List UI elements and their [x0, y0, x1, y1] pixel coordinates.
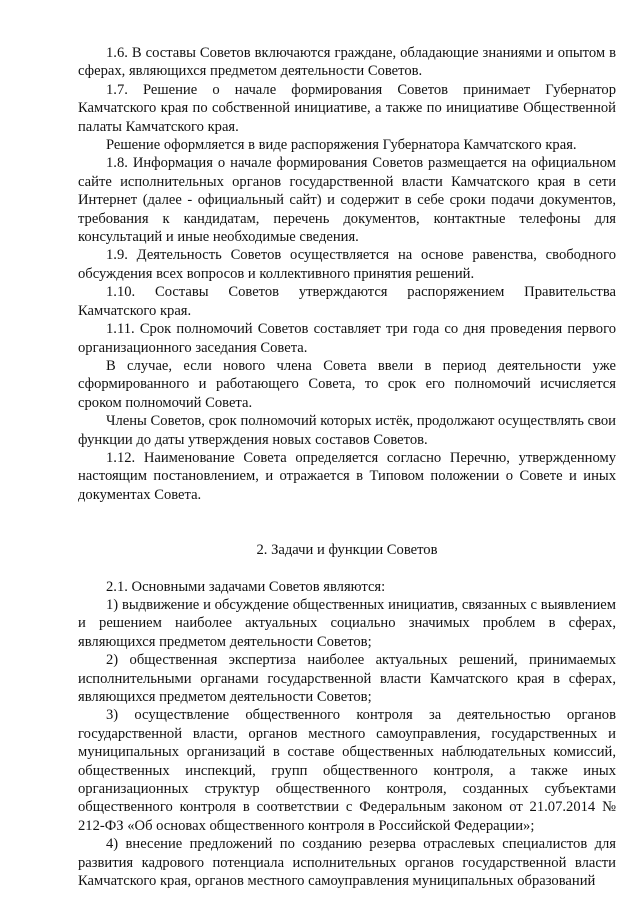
- paragraph-1-8: 1.8. Информация о начале формирования Советов размещается на официальном сайте исполнительных органов государственной власти Камчатского края в сети Интернет (далее - официальный сайт) и содержит в себе сроки подачи документов, требования к кандидатам, перечень документов, контактные телефоны для консультаций и иные необходимые сведения.: [78, 155, 616, 246]
- list-item-4: 4) внесение предложений по созданию резерва отраслевых специалистов для развития кадрового потенциала исполнительных органов государственной власти Камчатского края, органов местного самоуправления муниципальных образований: [78, 836, 616, 890]
- paragraph-1-12: 1.12. Наименование Совета определяется согласно Перечню, утвержденному настоящим постановлением, и отражается в Типовом положении о Совете и иных документах Совета.: [78, 449, 616, 503]
- paragraph-1-11-expired-term: Члены Советов, срок полномочий которых истёк, продолжают осуществлять свои функции до даты утверждения новых составов Советов.: [78, 413, 616, 448]
- list-item-1: 1) выдвижение и обсуждение общественных инициатив, связанных с выявлением и решением наиболее актуальных социально значимых проблем в сферах, являющихся предметом деятельности Советов;: [78, 596, 616, 650]
- paragraph-1-7: 1.7. Решение о начале формирования Советов принимает Губернатор Камчатского края по собственной инициативе, а также по инициативе Общественной палаты Камчатского края.: [78, 81, 616, 135]
- paragraph-1-10: 1.10. Составы Советов утверждаются распоряжением Правительства Камчатского края.: [78, 284, 616, 319]
- list-item-2: 2) общественная экспертиза наиболее актуальных решений, принимаемых исполнительными органами государственной власти Камчатского края в сферах, являющихся предметом деятельности Советов;: [78, 652, 616, 705]
- paragraph-1-11-new-member: В случае, если нового члена Совета ввели в период деятельности уже сформированного и работающего Совета, то срок его полномочий исчисляется сроком полномочий Совета.: [78, 357, 616, 411]
- paragraph-1-9: 1.9. Деятельность Советов осуществляется на основе равенства, свободного обсуждения всех вопросов и коллективного принятия решений.: [78, 247, 616, 282]
- paragraph-2-1: 2.1. Основными задачами Советов являются:: [106, 578, 386, 595]
- paragraph-1-6: 1.6. В составы Советов включаются граждане, обладающие знаниями и опытом в сферах, являющихся предметом деятельности Советов.: [78, 45, 616, 80]
- paragraph-1-11: 1.11. Срок полномочий Советов составляет три года со дня проведения первого организационного заседания Совета.: [78, 321, 616, 356]
- section-heading: 2. Задачи и функции Советов: [256, 542, 438, 559]
- list-item-3: 3) осуществление общественного контроля за деятельностью органов государственной власти, органов местного самоуправления, государственных и муниципальных организаций в составе общественных наблюдательных комиссий, общественных инспекций, групп общественного контроля, а также иных организационных структур общественного контроля, созданных субъектами общественного контроля в соответствии с Федеральным законом от 21.07.2014 № 212-ФЗ «Об основах общественного контроля в Российской Федерации»;: [78, 707, 616, 834]
- paragraph-1-7-decision: Решение оформляется в виде распоряжения Губернатора Камчатского края.: [106, 137, 577, 154]
